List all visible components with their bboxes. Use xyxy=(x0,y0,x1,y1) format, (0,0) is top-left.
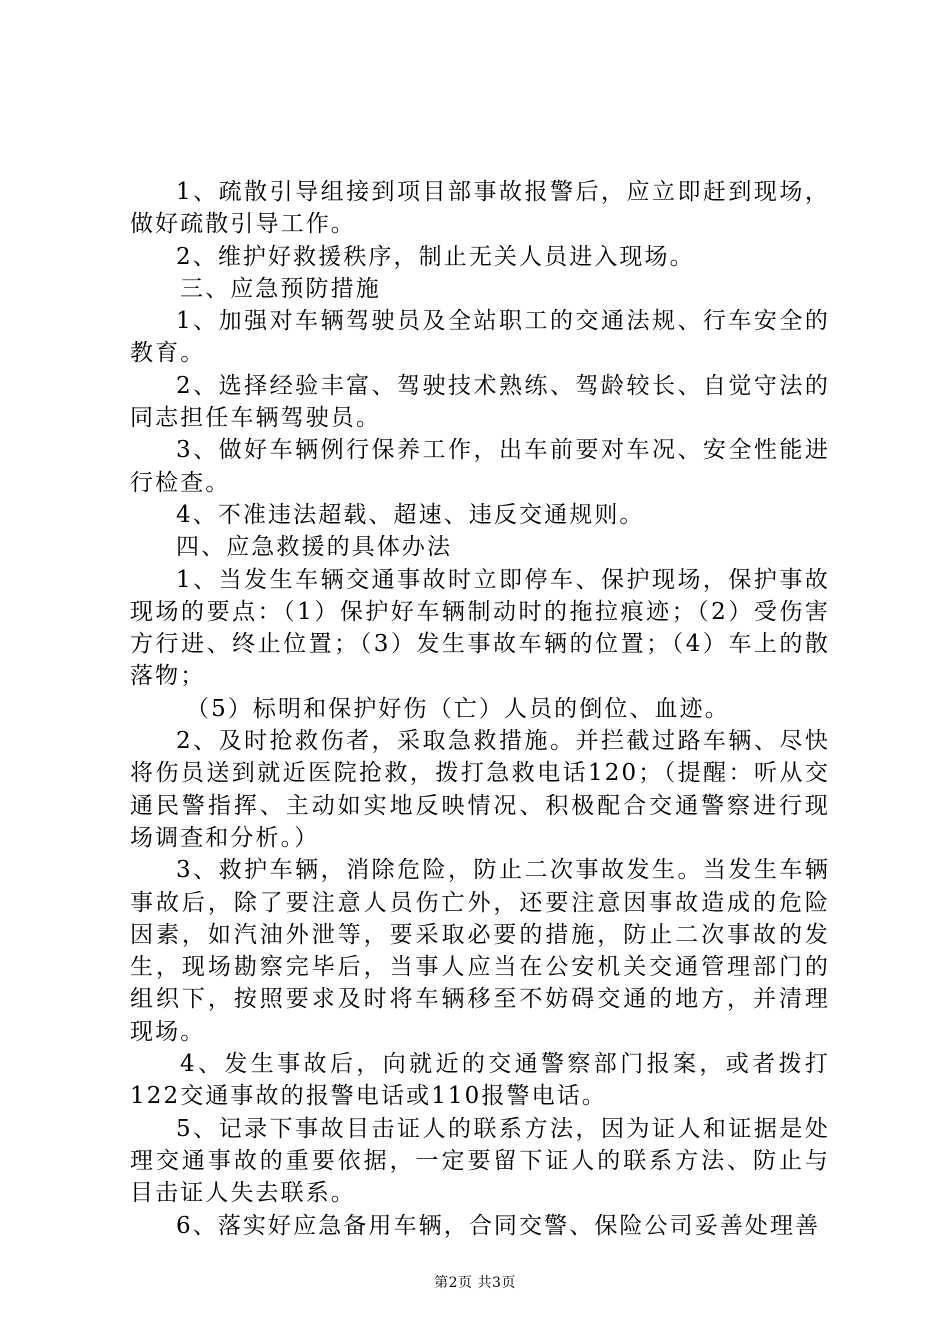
paragraph-rescue-4: 4、发生事故后，向就近的交通警察部门报案，或者拨打122交通事故的报警电话或110报警电话。 xyxy=(130,1051,830,1110)
paragraph-prevention-1: 1、加强对车辆驾驶员及全站职工的交通法规、行车安全的教育。 xyxy=(130,308,830,367)
paragraph-rescue-5: 5、记录下事故目击证人的联系方法，因为证人和证据是处理交通事故的重要依据，一定要留下证人的联系方法、防止与目击证人失去联系。 xyxy=(130,1115,830,1207)
paragraph-rescue-order: 2、维护好救援秩序，制止无关人员进入现场。 xyxy=(176,243,695,270)
page-number-footer: 第2页 共3页 xyxy=(434,1275,516,1291)
paragraph-prevention-4: 4、不准违法超载、超速、违反交通规则。 xyxy=(176,501,645,528)
paragraph-rescue-1: 1、当发生车辆交通事故时立即停车、保护现场，保护事故现场的要点：（1）保护好车辆制动时的拖拉痕迹；（2）受伤害方行进、终止位置；（3）发生事故车辆的位置；（4）车上的散落物； xyxy=(130,566,830,690)
paragraph-rescue-6: 6、落实好应急备用车辆，合同交警、保险公司妥善处理善 xyxy=(176,1212,821,1239)
paragraph-evacuation-team: 1、疏散引导组接到项目部事故报警后，应立即赶到现场，做好疏散引导工作。 xyxy=(130,179,830,238)
paragraph-rescue-2: 2、及时抢救伤者，采取急救措施。并拦截过路车辆、尽快将伤员送到就近医院抢救，拨打急救电话120；（提醒：听从交通民警指挥、主动如实地反映情况、积极配合交通警察进行现场调查和分析。） xyxy=(130,728,830,851)
paragraph-prevention-3: 3、做好车辆例行保养工作，出车前要对车况、安全性能进行检查。 xyxy=(130,437,830,496)
paragraph-prevention-2: 2、选择经验丰富、驾驶技术熟练、驾龄较长、自觉守法的同志担任车辆驾驶员。 xyxy=(130,372,830,432)
paragraph-rescue-3: 3、救护车辆，消除危险，防止二次事故发生。当发生车辆事故后，除了要注意人员伤亡外，还要注意因事故造成的危险因素，如汽油外泄等，要采取必要的措施，防止二次事故的发生，现场勘察完毕后，当事人应当在公安机关交通管理部门的组织下，按照要求及时将车辆移至不妨碍交通的地方，并清理现场。 xyxy=(130,857,830,1045)
section-heading-rescue-methods: 四、应急救援的具体办法 xyxy=(176,534,453,561)
paragraph-rescue-1-item-5: （5）标明和保护好伤（亡）人员的倒位、血迹。 xyxy=(186,695,730,722)
section-heading-prevention: 三、应急预防措施 xyxy=(180,275,381,302)
document-body xyxy=(130,176,830,1242)
